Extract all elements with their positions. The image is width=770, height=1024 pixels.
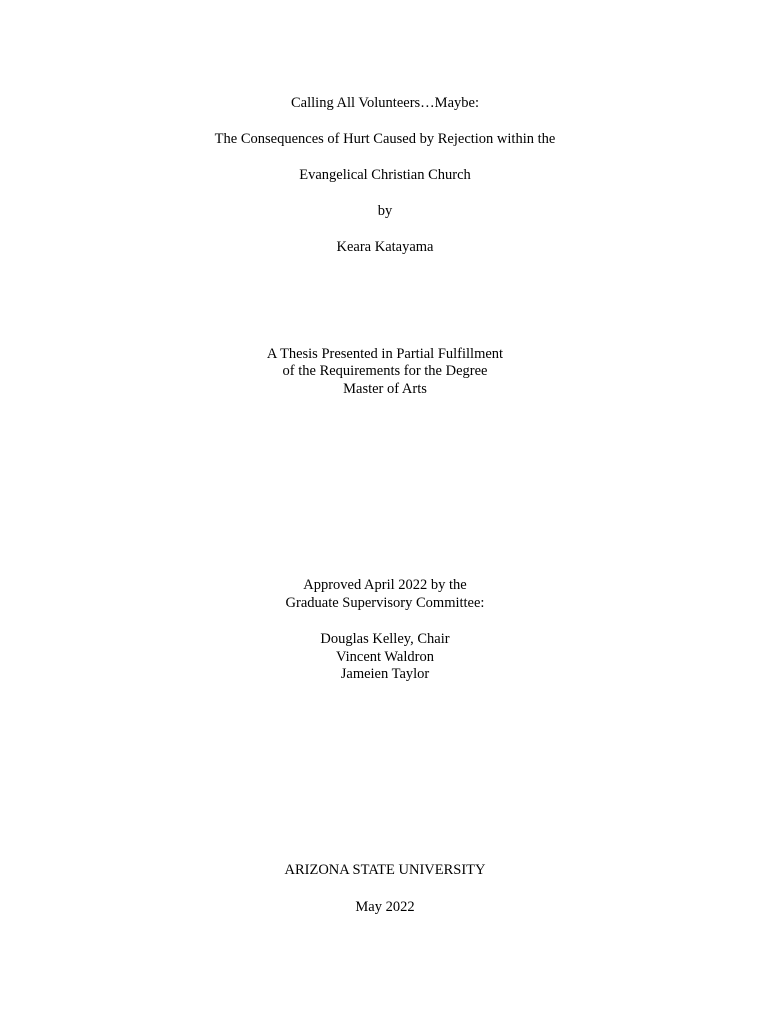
author-name: Keara Katayama [336, 239, 434, 255]
committee-member: Vincent Waldron [336, 649, 434, 665]
by-line: by [377, 203, 393, 219]
title-line-1: Calling All Volunteers…Maybe: [291, 95, 479, 111]
degree-name: Master of Arts [343, 381, 427, 397]
committee-member: Jameien Taylor [340, 666, 430, 682]
university-name: ARIZONA STATE UNIVERSITY [284, 862, 486, 878]
thesis-statement-line-1: A Thesis Presented in Partial Fulfillment [266, 346, 504, 362]
title-line-2: The Consequences of Hurt Caused by Rejection within the [214, 131, 556, 147]
title-line-3: Evangelical Christian Church [299, 167, 471, 183]
submission-date: May 2022 [355, 899, 415, 915]
approval-line-2: Graduate Supervisory Committee: [285, 595, 485, 611]
thesis-statement-line-2: of the Requirements for the Degree [282, 363, 488, 379]
approval-line-1: Approved April 2022 by the [303, 577, 467, 593]
committee-member-chair: Douglas Kelley, Chair [320, 631, 450, 647]
